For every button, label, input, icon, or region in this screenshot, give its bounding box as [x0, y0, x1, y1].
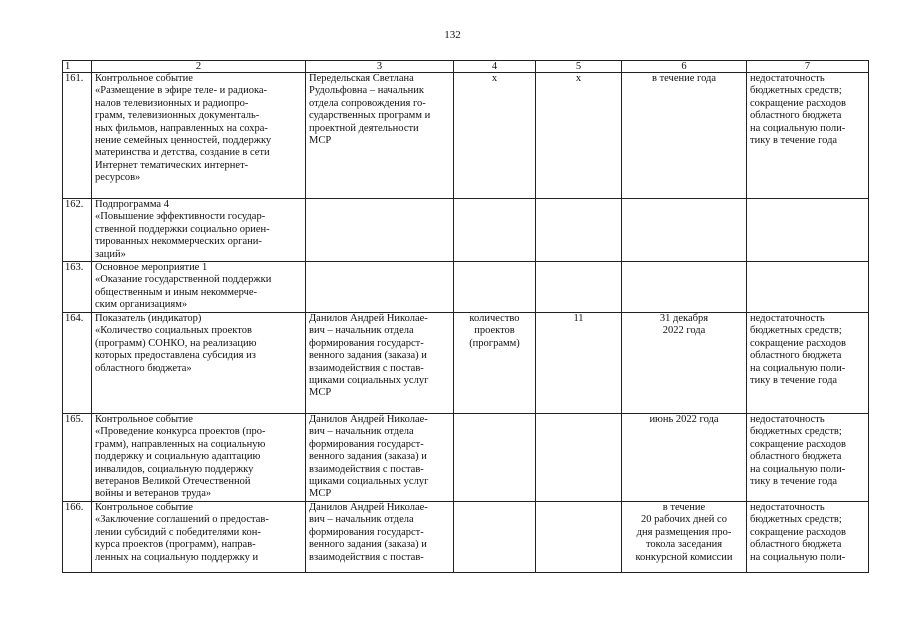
risks: недостаточность бюджетных средств; сокращение расходов областного бюджета на социальную поли- тику в течение года	[747, 73, 869, 199]
responsible-person	[306, 199, 454, 262]
header-col-6: 6	[622, 61, 747, 73]
header-col-4: 4	[454, 61, 536, 73]
header-col-5: 5	[536, 61, 622, 73]
unit-of-measure	[454, 262, 536, 313]
event-name: Контрольное событие «Заключение соглашений о предостав- лении субсидий с победителями кон- курса проектов (программ), направ- ленных на социальную поддержку и	[92, 502, 306, 573]
target-value	[536, 262, 622, 313]
responsible-person	[306, 262, 454, 313]
row-number: 161.	[63, 73, 92, 199]
header-col-2: 2	[92, 61, 306, 73]
table-row	[63, 262, 869, 313]
table-row	[63, 313, 869, 414]
target-value: х	[536, 73, 622, 199]
table-row	[63, 414, 869, 502]
row-number: 163.	[63, 262, 92, 313]
row-number: 165.	[63, 414, 92, 502]
deadline: в течение года	[622, 73, 747, 199]
responsible-person: Данилов Андрей Николае- вич – начальник отдела формирования государст- венного задания (заказа) и взаимодействия с постав- щиками социальных услуг МСР	[306, 414, 454, 502]
unit-of-measure: количество проектов (программ)	[454, 313, 536, 414]
deadline: июнь 2022 года	[622, 414, 747, 502]
table-row	[63, 502, 869, 573]
responsible-person: Данилов Андрей Николае- вич – начальник отдела формирования государст- венного задания (заказа) и взаимодействия с постав- щиками социальных услуг МСР	[306, 313, 454, 414]
risks: недостаточность бюджетных средств; сокращение расходов областного бюджета на социальную поли-	[747, 502, 869, 573]
header-col-3: 3	[306, 61, 454, 73]
unit-of-measure	[454, 414, 536, 502]
deadline	[622, 262, 747, 313]
event-name: Показатель (индикатор) «Количество социальных проектов (программ) СОНКО, на реализацию которых предоставлена субсидия из областного бюджета»	[92, 313, 306, 414]
row-number: 164.	[63, 313, 92, 414]
row-number: 166.	[63, 502, 92, 573]
page-number: 132	[444, 29, 461, 41]
header-col-7: 7	[747, 61, 869, 73]
target-value: 11	[536, 313, 622, 414]
table-row	[63, 73, 869, 199]
risks	[747, 262, 869, 313]
deadline	[622, 199, 747, 262]
event-name: Основное мероприятие 1 «Оказание государственной поддержки общественным и иным некоммерче- ским организациям»	[92, 262, 306, 313]
plan-table	[62, 60, 869, 573]
risks: недостаточность бюджетных средств; сокращение расходов областного бюджета на социальную поли- тику в течение года	[747, 414, 869, 502]
unit-of-measure: х	[454, 73, 536, 199]
table-row	[63, 199, 869, 262]
deadline: 31 декабря 2022 года	[622, 313, 747, 414]
event-name: Подпрограмма 4 «Повышение эффективности государ- ственной поддержки социально ориен- тированных некоммерческих органи- заций»	[92, 199, 306, 262]
unit-of-measure	[454, 199, 536, 262]
header-row	[63, 61, 869, 73]
risks	[747, 199, 869, 262]
target-value	[536, 414, 622, 502]
event-name: Контрольное событие «Проведение конкурса проектов (про- грамм), направленных на социальную поддержку и социальную адаптацию инвалидов, социальную поддержку ветеранов Великой Отечественной войны и ветеранов труда»	[92, 414, 306, 502]
deadline: в течение 20 рабочих дней со дня размещения про- токола заседания конкурсной комиссии	[622, 502, 747, 573]
event-name: Контрольное событие «Размещение в эфире теле- и радиока- налов телевизионных и радиопро- грамм, телевизионных документаль- ных фильмов, направленных на сохра- нение семейных ценностей, поддержку материнства и детства, создание в сети Интернет тематических интернет- ресурсов»	[92, 73, 306, 199]
header-col-1: 1	[63, 61, 92, 73]
risks: недостаточность бюджетных средств; сокращение расходов областного бюджета на социальную поли- тику в течение года	[747, 313, 869, 414]
responsible-person: Передельская Светлана Рудольфовна – начальник отдела сопровождения го- сударственных программ и проектной деятельности МСР	[306, 73, 454, 199]
target-value	[536, 502, 622, 573]
responsible-person: Данилов Андрей Николае- вич – начальник отдела формирования государст- венного задания (заказа) и взаимодействия с постав-	[306, 502, 454, 573]
row-number: 162.	[63, 199, 92, 262]
target-value	[536, 199, 622, 262]
unit-of-measure	[454, 502, 536, 573]
